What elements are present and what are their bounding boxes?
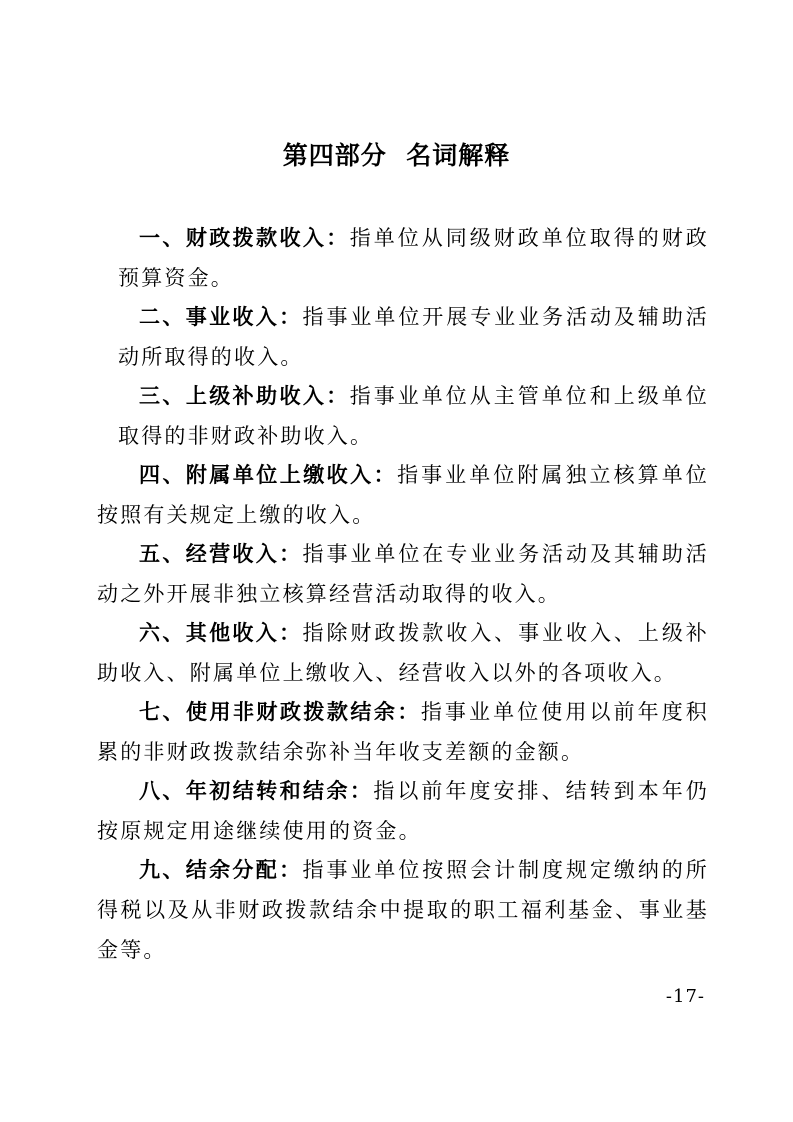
definition-entry-5 (97, 534, 709, 614)
entry-definition: 指以前年度安排、结转到本年仍按原规定用途继续使用的资金。 (97, 779, 709, 843)
entry-definition: 指单位从同级财政单位取得的财政预算资金。 (118, 226, 710, 290)
entry-definition: 指事业单位在专业业务活动及其辅助活动之外开展非独立核算经营活动取得的收入。 (97, 542, 709, 606)
definition-entry-8 (97, 771, 709, 851)
page-number: -17- (665, 986, 705, 1007)
entry-term: 五、经营收入： (139, 541, 303, 566)
entry-term: 八、年初结转和结余： (139, 778, 374, 803)
entry-term: 七、使用非财政拨款结余： (139, 699, 421, 724)
definition-entry-6 (97, 613, 709, 693)
entry-definition: 指除财政拨款收入、事业收入、上级补助收入、附属单位上缴收入、经营收入以外的各项收入。 (97, 621, 709, 685)
entry-term: 六、其他收入： (139, 620, 303, 645)
entry-definition: 指事业单位附属独立核算单位按照有关规定上缴的收入。 (97, 463, 709, 527)
entry-definition: 指事业单位从主管单位和上级单位取得的非财政补助收入。 (118, 384, 710, 448)
definition-entry-2 (118, 297, 709, 377)
entry-term: 二、事业收入： (139, 304, 303, 329)
definition-entry-3 (118, 376, 709, 456)
entry-definition: 指事业单位开展专业业务活动及辅助活动所取得的收入。 (118, 305, 709, 369)
page-title: 第四部分 名词解释 (282, 141, 511, 170)
definition-entry-1 (118, 218, 709, 298)
entry-definition: 指事业单位使用以前年度积累的非财政拨款结余弥补当年收支差额的金额。 (97, 700, 709, 764)
entry-definition: 指事业单位按照会计制度规定缴纳的所得税以及从非财政拨款结余中提取的职工福利基金、事业基金等。 (97, 858, 709, 962)
definition-entry-7 (97, 692, 709, 772)
entry-term: 一、财政拨款收入： (139, 225, 350, 250)
entry-term: 三、上级补助收入： (139, 383, 350, 408)
entry-term: 九、结余分配： (139, 857, 303, 882)
entry-term: 四、附属单位上缴收入： (139, 462, 398, 487)
definition-entry-4 (97, 455, 709, 535)
definition-entry-9 (97, 850, 709, 970)
